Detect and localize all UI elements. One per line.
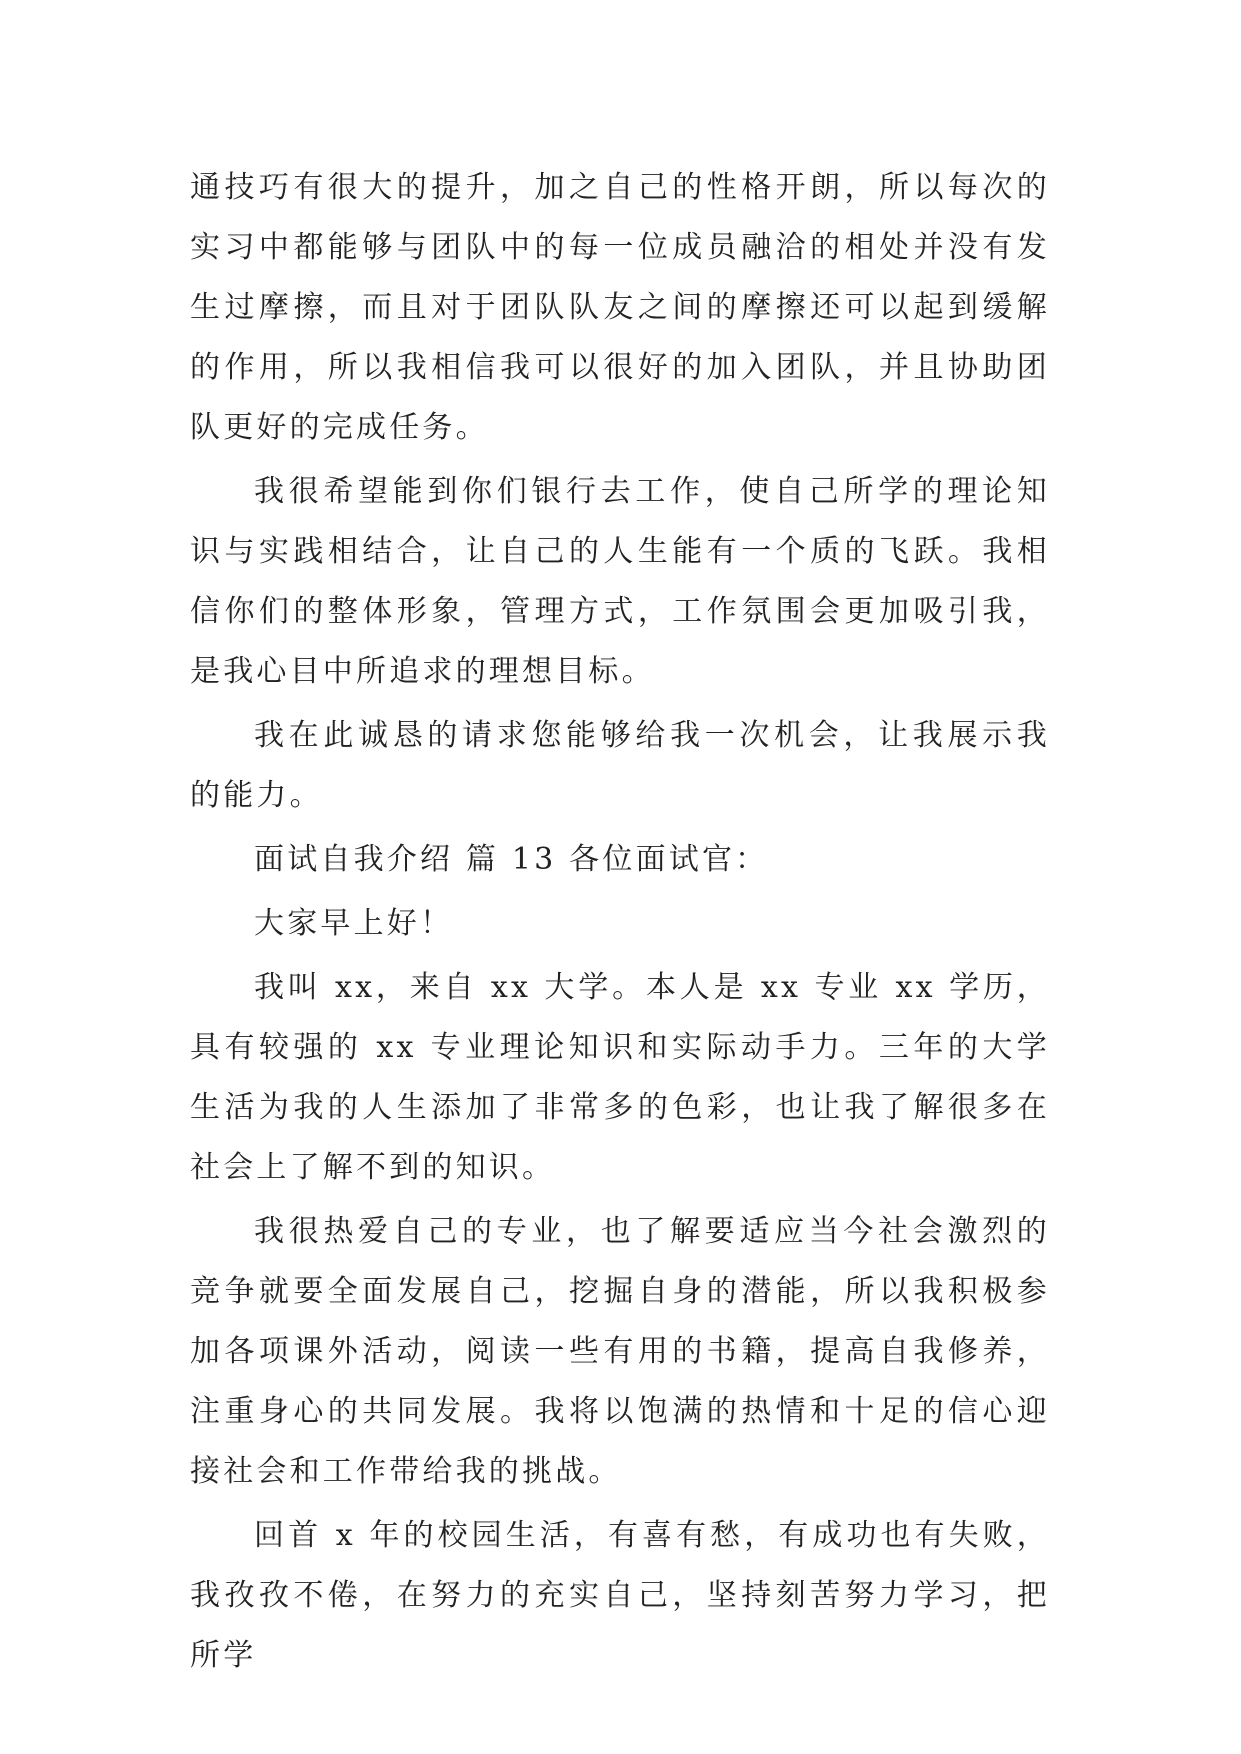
paragraph-bank-wish: 我很希望能到你们银行去工作，使自己所学的理论知识与实践相结合，让自己的人生能有一个质的飞跃。我相信你们的整体形象，管理方式，工作氛围会更加吸引我，是我心目中所追求的理想目标。 [190,474,1050,689]
paragraph-request: 我在此诚恳的请求您能够给我一次机会，让我展示我的能力。 [190,718,1050,813]
section-heading: 面试自我介绍 篇 13 各位面试官： [254,842,769,877]
paragraph-major: 我很热爱自己的专业，也了解要适应当今社会激烈的竞争就要全面发展自己，挖掘自身的潜能，所以我积极参加各项课外活动，阅读一些有用的书籍，提高自我修养，注重身心的共同发展。我将以饱满的热情和十足的信心迎接社会和工作带给我的挑战。 [190,1214,1050,1489]
greeting: 大家早上好！ [254,906,454,941]
paragraph-introduction: 我叫 xx，来自 xx 大学。本人是 xx 专业 xx 学历，具有较强的 xx 专业理论知识和实际动手力。三年的大学生活为我的人生添加了非常多的色彩，也让我了解很多在社会上了解不到的知识。 [190,970,1050,1185]
paragraph-continuation: 通技巧有很大的提升，加之自己的性格开朗，所以每次的实习中都能够与团队中的每一位成员融洽的相处并没有发生过摩擦，而且对于团队队友之间的摩擦还可以起到缓解的作用，所以我相信我可以很好的加入团队，并且协助团队更好的完成任务。 [190,170,1050,445]
paragraph-campus-life: 回首 x 年的校园生活，有喜有愁，有成功也有失败，我孜孜不倦，在努力的充实自己，坚持刻苦努力学习，把所学 [190,1518,1050,1673]
document-body [190,158,1050,1690]
